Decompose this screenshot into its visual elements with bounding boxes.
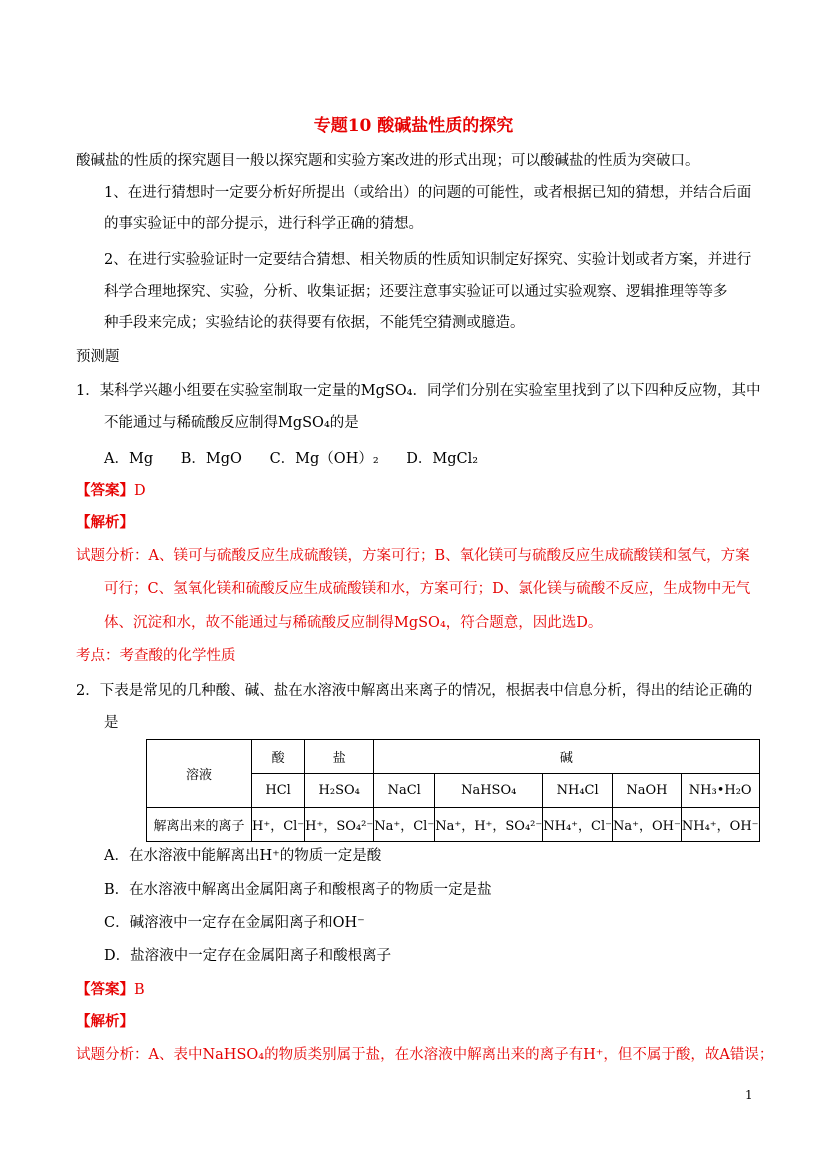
q1-answer: D (134, 483, 146, 499)
q2-analysis-line1: 试题分析：A、表中NaHSO₄的物质类别属于盐，在水溶液中解离出来的离子有H⁺，但不属于酸，故A错误； (76, 1047, 774, 1063)
table-group-acid: 酸 (252, 740, 305, 774)
q2-option-b: B．在水溶液中解离出金属阳离子和酸根离子的物质一定是盐 (104, 882, 492, 898)
q2-answer: B (134, 982, 145, 998)
section-label: 预测题 (76, 349, 120, 365)
q2-stem-line2: 是 (104, 715, 119, 731)
page-title: 专题10 酸碱盐性质的探究 (313, 116, 514, 136)
table-solute: NaHSO₄ (435, 774, 543, 808)
q1-analysis-line3: 体、沉淀和水，故不能通过与稀硫酸反应制得MgSO₄，符合题意，因此选D。 (104, 615, 603, 631)
table-solute: NaCl (374, 774, 435, 808)
point2-line2: 科学合理地探究、实验，分析、收集证据；还要注意事实验证可以通过实验观察、逻辑推理等等多 (104, 284, 728, 300)
table-group-base: 碱 (374, 740, 759, 774)
q2-stem-line1: 2．下表是常见的几种酸、碱、盐在水溶液中解离出来离子的情况，根据表中信息分析，得出的结论正确的 (76, 683, 753, 699)
q2-option-a: A．在水溶液中能解离出H⁺的物质一定是酸 (104, 848, 382, 864)
q1-analysis-line2: 可行；C、氢氧化镁和硫酸反应生成硫酸镁和水，方案可行；D、氯化镁与硫酸不反应，生成物中无气 (104, 581, 751, 597)
page-number: 1 (745, 1088, 753, 1102)
table-ion-cell: NH₄⁺，OH⁻ (681, 808, 759, 842)
table-solute: H₂SO₄ (305, 774, 374, 808)
point1-line2: 的事实验证中的部分提示，进行科学正确的猜想。 (104, 216, 423, 232)
table-ion-label: 解离出来的离子 (147, 808, 252, 842)
table-solute: NH₄Cl (543, 774, 613, 808)
q1-stem-line1: 1．某科学兴趣小组要在实验室制取一定量的MgSO₄．同学们分别在实验室里找到了以下四种反应物，其中 (76, 383, 761, 399)
q2-option-c: C．碱溶液中一定存在金属阳离子和OH⁻ (104, 915, 365, 931)
q1-analysis-line1: 试题分析：A、镁可与硫酸反应生成硫酸镁，方案可行；B、氧化镁可与硫酸反应生成硫酸镁和氢气，方案 (76, 548, 750, 564)
intro-text: 酸碱盐的性质的探究题目一般以探究题和实验方案改进的形式出现；可以酸碱盐的性质为突破口。 (76, 153, 700, 169)
point2-line1: 2、在进行实验验证时一定要结合猜想、相关物质的性质知识制定好探究、实验计划或者方案，并进行 (104, 252, 752, 268)
table-ion-cell: Na⁺，Cl⁻ (374, 808, 435, 842)
q1-answer-label: 【答案】 (76, 482, 134, 499)
point2-line3: 种手段来完成；实验结论的获得要有依据，不能凭空猜测或臆造。 (104, 315, 525, 331)
q1-analysis-label: 【解析】 (76, 514, 134, 531)
q1-stem-line2: 不能通过与稀硫酸反应制得MgSO₄的是 (104, 415, 359, 431)
table-group-salt: 盐 (305, 740, 374, 774)
table-ion-cell: Na⁺，OH⁻ (613, 808, 682, 842)
q2-option-d: D．盐溶液中一定存在金属阳离子和酸根离子 (104, 948, 392, 964)
table-solute: NaOH (613, 774, 682, 808)
q1-options: A．Mg B．MgO C．Mg（OH）₂ D．MgCl₂ (104, 451, 479, 467)
ion-table (146, 739, 760, 842)
table-solute: HCl (252, 774, 305, 808)
q2-answer-label: 【答案】 (76, 981, 134, 998)
q2-analysis-label: 【解析】 (76, 1013, 134, 1030)
q1-kaodian: 考点：考查酸的化学性质 (76, 648, 236, 664)
table-ion-cell: H⁺，SO₄²⁻ (305, 808, 374, 842)
table-ion-cell: NH₄⁺，Cl⁻ (543, 808, 613, 842)
table-header-solution: 溶液 (147, 740, 252, 808)
table-ion-cell: Na⁺，H⁺，SO₄²⁻ (435, 808, 543, 842)
point1-line1: 1、在进行猜想时一定要分析好所提出（或给出）的问题的可能性，或者根据已知的猜想，并结合后面 (104, 185, 752, 201)
table-solute: NH₃•H₂O (681, 774, 759, 808)
table-ion-cell: H⁺，Cl⁻ (252, 808, 305, 842)
